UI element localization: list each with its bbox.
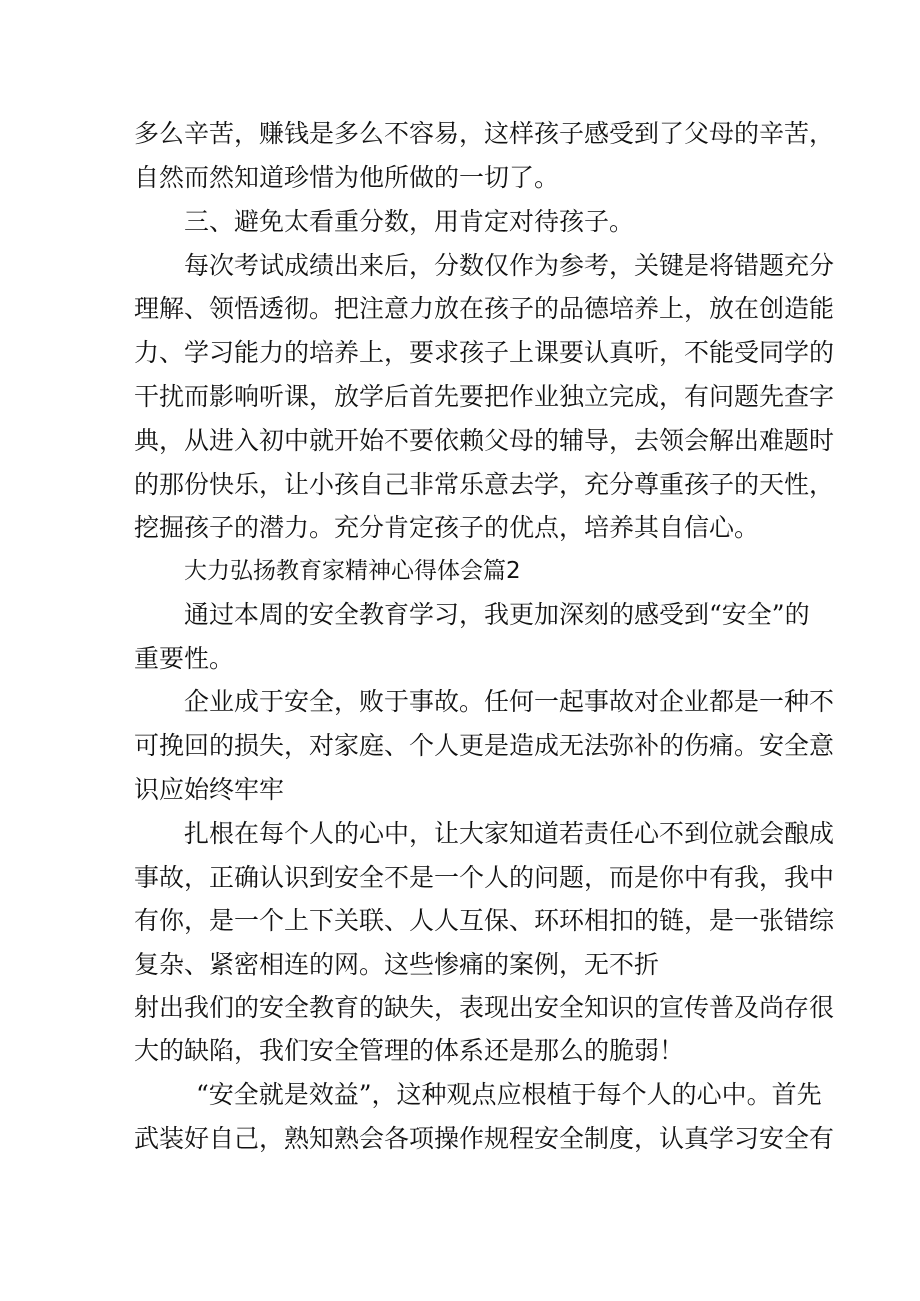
text-line: 多么辛苦，赚钱是多么不容易，这样孩子感受到了父母的辛苦， [134, 119, 835, 148]
text-line: “安全就是效益”，这种观点应根植于每个人的心中。首先 [196, 1080, 822, 1109]
text-line: 射出我们的安全教育的缺失，表现出安全知识的宣传普及尚存很 [134, 993, 835, 1022]
text-line: 挖掘孩子的潜力。充分肯定孩子的优点，培养其自信心。 [134, 513, 760, 542]
section-heading: 三、避免太看重分数，用肯定对待孩子。 [184, 207, 635, 236]
text-line: 干扰而影响听课，放学后首先要把作业独立完成，有问题先查字 [134, 382, 835, 411]
text-line: 的那份快乐，让小孩自己非常乐意去学，充分尊重孩子的天性， [134, 470, 835, 499]
text-line: 有你，是一个上下关联、人人互保、环环相扣的链，是一张错综 [134, 906, 835, 935]
text-line: 企业成于安全，败于事故。任何一起事故对企业都是一种不 [184, 687, 835, 716]
text-line: 武装好自己，熟知熟会各项操作规程安全制度，认真学习安全有 [134, 1124, 835, 1153]
text-line: 大的缺陷，我们安全管理的体系还是那么的脆弱！ [134, 1036, 685, 1065]
text-line: 可挽回的损失，对家庭、个人更是造成无法弥补的伤痛。安全意 [134, 731, 835, 760]
text-line: 每次考试成绩出来后，分数仅作为参考，关键是将错题充分 [184, 251, 835, 280]
text-line: 识应始终牢牢 [134, 775, 285, 804]
text-line: 扎根在每个人的心中，让大家知道若责任心不到位就会酿成 [184, 819, 835, 848]
text-line: 理解、领悟透彻。把注意力放在孩子的品德培养上，放在创造能 [134, 294, 835, 323]
text-line: 自然而然知道珍惜为他所做的一切了。 [134, 163, 560, 192]
text-line: 事故，正确认识到安全不是一个人的问题，而是你中有我，我中 [134, 863, 835, 892]
text-line: 重要性。 [134, 644, 235, 673]
text-line: 力、学习能力的培养上，要求孩子上课要认真听，不能受同学的 [134, 338, 835, 367]
article-title: 大力弘扬教育家精神心得体会篇2 [184, 558, 521, 584]
text-line: 通过本周的安全教育学习，我更加深刻的感受到“安全”的 [184, 600, 810, 629]
text-line: 典，从进入初中就开始不要依赖父母的辅导，去领会解出难题时 [134, 426, 835, 455]
text-line: 复杂、紧密相连的网。这些惨痛的案例，无不折 [134, 950, 660, 979]
